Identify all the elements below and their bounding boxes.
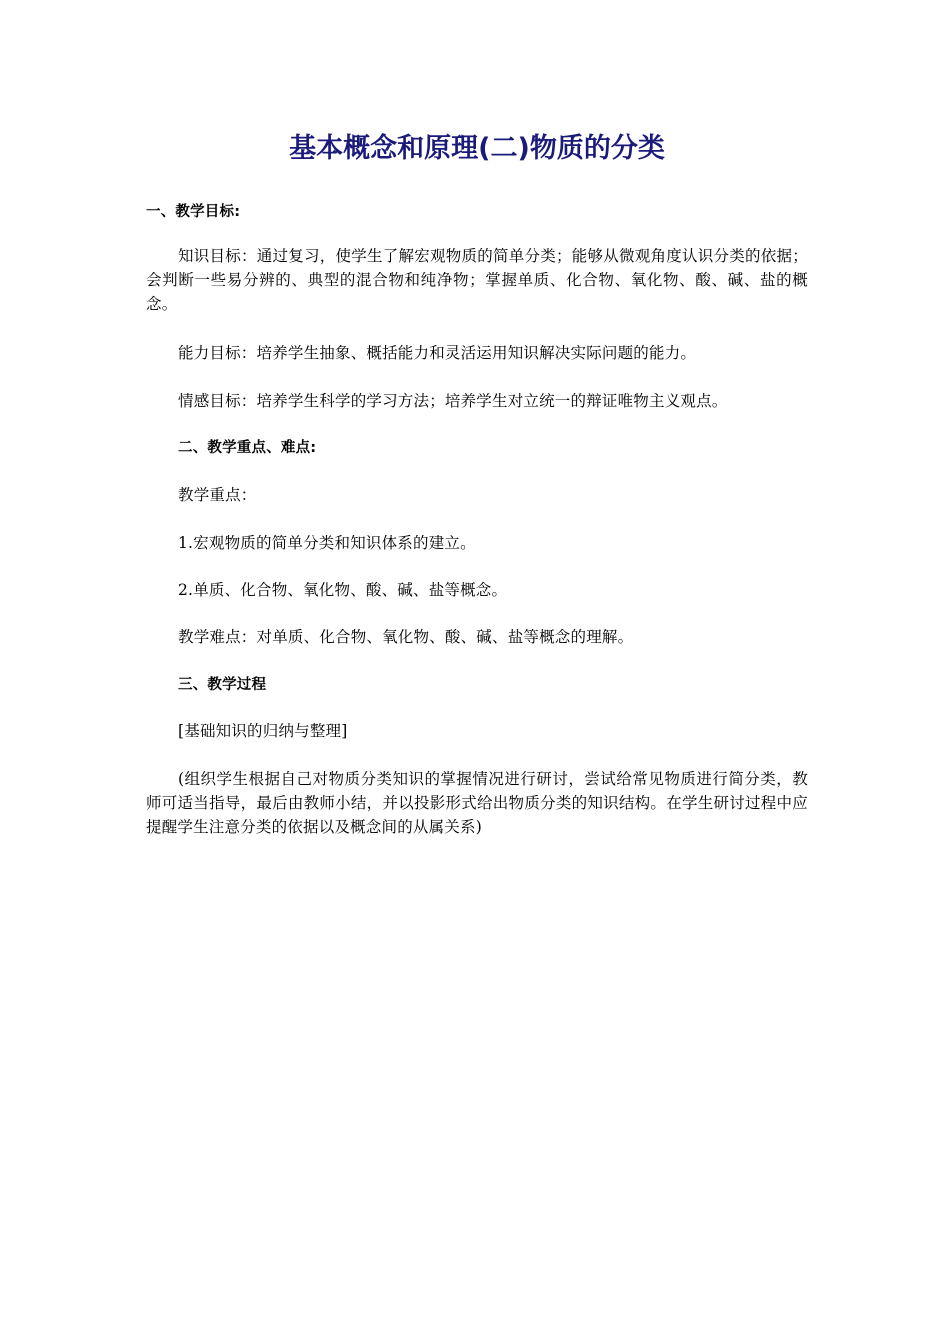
list-item-key-1: 1.宏观物质的简单分类和知识体系的建立。 <box>178 534 476 552</box>
paragraph-subheading-basics: [基础知识的归纳与整理] <box>178 722 348 740</box>
paragraph-knowledge-goal: 知识目标：通过复习，使学生了解宏观物质的简单分类；能够从微观角度认识分类的依据；会判断一些易分辨的、典型的混合物和纯净物；掌握单质、化合物、氧化物、酸、碱、盐的概念。 <box>146 247 808 313</box>
paragraph-difficulty: 教学难点：对单质、化合物、氧化物、酸、碱、盐等概念的理解。 <box>178 628 634 646</box>
paragraph-emotion-goal: 情感目标：培养学生科学的学习方法；培养学生对立统一的辩证唯物主义观点。 <box>178 392 728 410</box>
document-title: 基本概念和原理(二)物质的分类 <box>289 133 665 164</box>
section-heading-process: 三、教学过程 <box>178 677 267 693</box>
list-item-key-2: 2.单质、化合物、氧化物、酸、碱、盐等概念。 <box>178 581 508 599</box>
paragraph-ability-goal: 能力目标：培养学生抽象、概括能力和灵活运用知识解决实际问题的能力。 <box>178 344 697 362</box>
paragraph-process-body: (组织学生根据自己对物质分类知识的掌握情况进行研讨，尝试给常见物质进行简分类，教师可适当指导，最后由教师小结，并以投影形式给出物质分类的知识结构。在学生研讨过程中应提醒学生注意分类的依据以及概念间的从属关系) <box>146 770 808 836</box>
section-heading-objectives: 一、教学目标: <box>146 204 241 220</box>
paragraph-key-label: 教学重点： <box>178 486 257 504</box>
section-heading-key-points: 二、教学重点、难点: <box>178 440 317 456</box>
